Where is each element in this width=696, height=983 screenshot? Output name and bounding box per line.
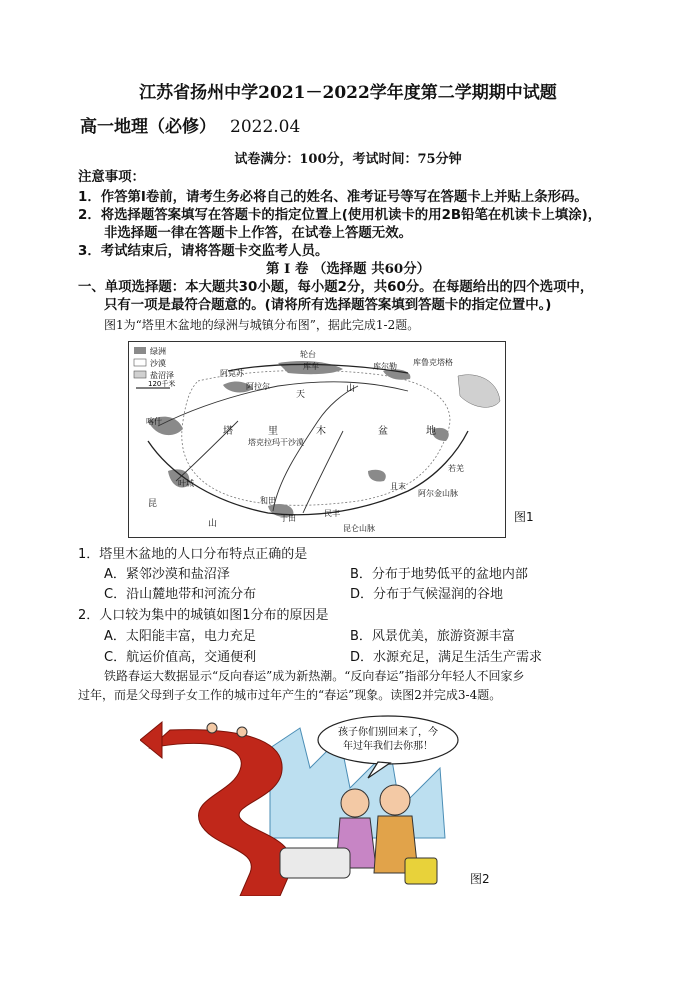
place-kashgar: 喀什 bbox=[146, 417, 162, 426]
label-kun: 昆 bbox=[148, 499, 158, 509]
speech-line2: 年过年我们去你那！ bbox=[343, 741, 433, 752]
speech-bubble bbox=[318, 716, 458, 764]
note-item: 1．作答第Ⅰ卷前，请考生务必将自己的姓名、准考证号等写在答题卡上并贴上条形码。 bbox=[78, 190, 588, 205]
place-yutian: 于田 bbox=[280, 514, 296, 523]
section-instruction: 只有一项是最符合题意的。(请将所有选择题答案填到答题卡的指定位置中。) bbox=[104, 298, 552, 313]
traveler-icon bbox=[207, 723, 217, 733]
label-li: 里 bbox=[268, 426, 278, 437]
legend-salt-swatch bbox=[134, 371, 146, 378]
label-ta: 塔 bbox=[223, 426, 233, 437]
label-pen: 盆 bbox=[378, 426, 388, 437]
subject-line bbox=[80, 112, 300, 137]
figure2-intro: 过年，而是父母到子女工作的城市过年产生的“春运”现象。读图2并完成3-4题。 bbox=[78, 688, 502, 702]
label-kunlun: 昆仑山脉 bbox=[343, 524, 375, 533]
grandma-head bbox=[341, 789, 369, 817]
subject-name: 高一地理（必修） bbox=[80, 117, 216, 137]
legend-salt: 盐沼泽 bbox=[150, 371, 174, 380]
tarim-basin-map bbox=[128, 341, 506, 538]
place-hotan: 和田 bbox=[260, 496, 276, 505]
train-icon bbox=[280, 848, 350, 878]
question-stem: 2．人口较为集中的城镇如图1分布的原因是 bbox=[78, 608, 329, 623]
note-item: 非选择题一律在答题卡上作答，在试卷上答题无效。 bbox=[104, 226, 412, 241]
place-luntai: 轮台 bbox=[300, 350, 316, 359]
figure2-intro: 铁路春运大数据显示“反向春运”成为新热潮。“反向春运”指部分年轻人不回家乡 bbox=[104, 669, 525, 683]
exam-info: 试卷满分：100分，考试时间：75分钟 bbox=[234, 152, 462, 167]
place-alar: 阿拉尔 bbox=[246, 382, 270, 391]
grandpa-head bbox=[380, 785, 410, 815]
section-title: 第 Ⅰ 卷 （选择题 共60分） bbox=[265, 261, 431, 277]
place-kuche: 库车 bbox=[303, 362, 319, 371]
section-instruction: 一、单项选择题：本大题共30小题，每小题2分，共60分。在每题给出的四个选项中， bbox=[78, 280, 594, 295]
place-taklamakan: 塔克拉玛干沙漠 bbox=[248, 438, 304, 447]
question-stem: 1．塔里木盆地的人口分布特点正确的是 bbox=[78, 547, 308, 562]
label-shan: 山 bbox=[346, 384, 356, 394]
label-mu: 木 bbox=[316, 426, 326, 437]
option-a: A．太阳能丰富，电力充足 bbox=[104, 629, 256, 644]
label-shan2: 山 bbox=[208, 519, 218, 529]
label-altun: 阿尔金山脉 bbox=[418, 489, 458, 498]
scale-label: 120千米 bbox=[148, 380, 176, 388]
legend-desert: 沙漠 bbox=[150, 359, 166, 368]
place-ruoqiang: 若羌 bbox=[448, 464, 464, 473]
note-item: 2．将选择题答案填写在答题卡的指定位置上(使用机读卡的用2B铅笔在机读卡上填涂)， bbox=[78, 208, 602, 223]
traveler-icon bbox=[237, 727, 247, 737]
exam-date: 2022.04 bbox=[230, 117, 301, 137]
option-c: C．沿山麓地带和河流分布 bbox=[104, 587, 257, 602]
label-tian: 天 bbox=[296, 390, 306, 400]
place-yecheng: 叶城 bbox=[178, 479, 194, 488]
place-kuruktag: 库鲁克塔格 bbox=[413, 358, 453, 367]
place-korla: 库尔勒 bbox=[373, 362, 397, 371]
legend-oasis: 绿洲 bbox=[150, 347, 166, 356]
legend-oasis-swatch bbox=[134, 347, 146, 354]
exam-title: 江苏省扬州中学2021－2022学年度第二学期期中试题 bbox=[139, 83, 557, 103]
speech-line1: 孩子你们别回来了，今 bbox=[338, 727, 438, 738]
label-di: 地 bbox=[426, 426, 436, 437]
place-aksu: 阿克苏 bbox=[220, 369, 244, 378]
option-d: D．分布于气候湿润的谷地 bbox=[350, 587, 504, 602]
option-d: D．水源充足，满足生活生产需求 bbox=[350, 650, 543, 665]
suitcase-icon bbox=[405, 858, 437, 884]
option-a: A．紧邻沙漠和盐沼泽 bbox=[104, 567, 230, 582]
note-item: 3．考试结束后，请将答题卡交监考人员。 bbox=[78, 244, 329, 259]
legend-desert-swatch bbox=[134, 359, 146, 366]
place-qiemo: 且末 bbox=[390, 482, 406, 491]
figure1-label: 图1 bbox=[514, 510, 534, 524]
figure1-intro: 图1为“塔里木盆地的绿洲与城镇分布图”，据此完成1-2题。 bbox=[104, 318, 420, 332]
place-minfeng: 民丰 bbox=[324, 509, 340, 518]
figure2-label: 图2 bbox=[470, 872, 490, 886]
option-c: C．航运价值高，交通便利 bbox=[104, 650, 257, 665]
reverse-spring-migration-cartoon bbox=[140, 708, 460, 896]
option-b: B．分布于地势低平的盆地内部 bbox=[350, 567, 528, 582]
option-b: B．风景优美，旅游资源丰富 bbox=[350, 629, 515, 644]
notes-heading: 注意事项： bbox=[78, 170, 145, 185]
